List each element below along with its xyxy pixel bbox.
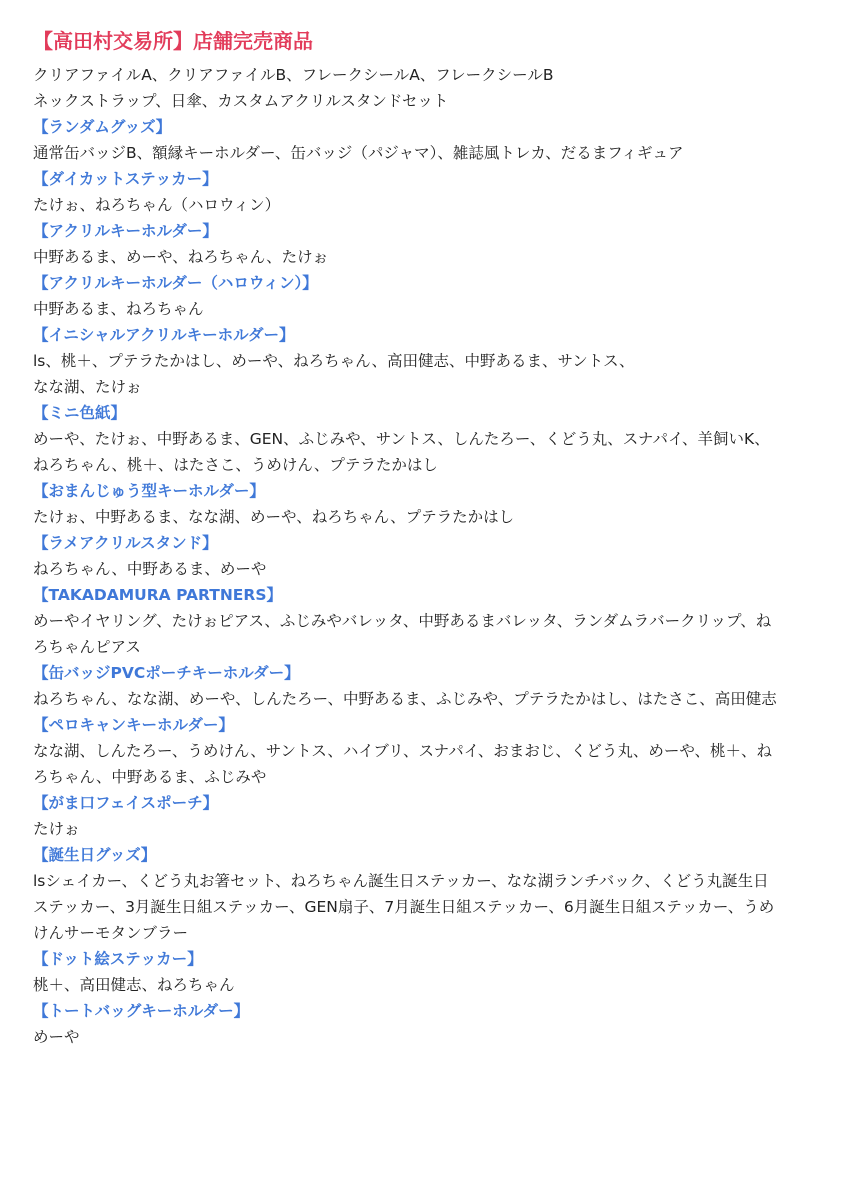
section-item-line: めーや、たけぉ、中野あるま、GEN、ふじみや、サントス、しんたろー、くどう丸、スナパイ、羊飼いK、	[33, 430, 770, 448]
intro-block	[33, 62, 823, 114]
section-item-line: ステッカー、3月誕生日組ステッカー、GEN扇子、7月誕生日組ステッカー、6月誕生日組ステッカー、うめ	[33, 898, 775, 916]
product-section	[33, 582, 823, 660]
section-heading: 【イニシャルアクリルキーホルダー】	[33, 326, 295, 344]
section-heading: 【アクリルキーホルダー】	[33, 222, 218, 240]
product-section	[33, 114, 823, 166]
product-section	[33, 946, 823, 998]
section-item-line: めーやイヤリング、たけぉピアス、ふじみやバレッタ、中野あるまバレッタ、ランダムラバークリップ、ね	[33, 612, 772, 630]
section-heading: 【ミニ色紙】	[33, 404, 127, 422]
product-section	[33, 478, 823, 530]
section-heading: 【がま口フェイスポーチ】	[33, 794, 219, 812]
section-item-line: lsシェイカー、くどう丸お箸セット、ねろちゃん誕生日ステッカー、なな湖ランチバック、くどう丸誕生日	[33, 872, 769, 890]
product-section	[33, 790, 823, 842]
section-item-line: けんサーモタンブラー	[33, 924, 189, 942]
section-heading: 【缶バッジPVCポーチキーホルダー】	[33, 664, 300, 682]
section-heading: 【誕生日グッズ】	[33, 846, 157, 864]
section-item-line: たけぉ、中野あるま、なな湖、めーや、ねろちゃん、プテラたかはし	[33, 508, 515, 526]
product-section	[33, 322, 823, 400]
product-section	[33, 842, 823, 946]
section-item-line: なな湖、しんたろー、うめけん、サントス、ハイブリ、スナパイ、おまおじ、くどう丸、めーや、桃＋、ね	[33, 742, 773, 760]
section-heading: 【ランダムグッズ】	[33, 118, 172, 136]
section-heading: 【TAKADAMURA PARTNERS】	[33, 586, 282, 604]
section-item-line: めーや	[33, 1028, 80, 1046]
section-heading: 【アクリルキーホルダー（ハロウィン）】	[33, 274, 318, 292]
section-item-line: ろちゃんピアス	[33, 638, 141, 656]
product-section	[33, 270, 823, 322]
product-section	[33, 660, 823, 712]
section-item-line: 中野あるま、めーや、ねろちゃん、たけぉ	[33, 248, 329, 266]
product-section	[33, 530, 823, 582]
section-item-line: なな湖、たけぉ	[33, 378, 142, 396]
section-item-line: ねろちゃん、桃＋、はたさこ、うめけん、プテラたかはし	[33, 456, 438, 474]
product-section	[33, 712, 823, 790]
product-section	[33, 400, 823, 478]
sections-list	[33, 114, 823, 1050]
section-item-line: 中野あるま、ねろちゃん	[33, 300, 204, 318]
section-item-line: ls、桃＋、プテラたかはし、めーや、ねろちゃん、高田健志、中野あるま、サントス、	[33, 352, 635, 370]
section-item-line: ねろちゃん、中野あるま、めーや	[33, 560, 267, 578]
intro-line: クリアファイルA、クリアファイルB、フレークシールA、フレークシールB	[33, 66, 554, 84]
page-title: 【高田村交易所】店舗完売商品	[33, 29, 313, 53]
section-item-line: たけぉ、ねろちゃん（ハロウィン）	[33, 196, 281, 214]
section-item-line: 通常缶バッジB、額縁キーホルダー、缶バッジ（パジャマ）、雑誌風トレカ、だるまフィギュア	[33, 144, 684, 162]
section-heading: 【ドット絵ステッカー】	[33, 950, 203, 968]
section-item-line: ろちゃん、中野あるま、ふじみや	[33, 768, 267, 786]
section-heading: 【ダイカットステッカー】	[33, 170, 218, 188]
section-heading: 【ラメアクリルスタンド】	[33, 534, 218, 552]
product-section	[33, 998, 823, 1050]
document-page	[33, 26, 823, 1050]
product-section	[33, 218, 823, 270]
section-heading: 【ペロキャンキーホルダー】	[33, 716, 234, 734]
intro-line: ネックストラップ、日傘、カスタムアクリルスタンドセット	[33, 92, 449, 110]
section-item-line: たけぉ	[33, 820, 80, 838]
section-item-line: ねろちゃん、なな湖、めーや、しんたろー、中野あるま、ふじみや、プテラたかはし、はたさこ、高田健志	[33, 690, 777, 708]
section-heading: 【トートバッグキーホルダー】	[33, 1002, 250, 1020]
section-heading: 【おまんじゅう型キーホルダー】	[33, 482, 265, 500]
section-item-line: 桃＋、高田健志、ねろちゃん	[33, 976, 235, 994]
product-section	[33, 166, 823, 218]
